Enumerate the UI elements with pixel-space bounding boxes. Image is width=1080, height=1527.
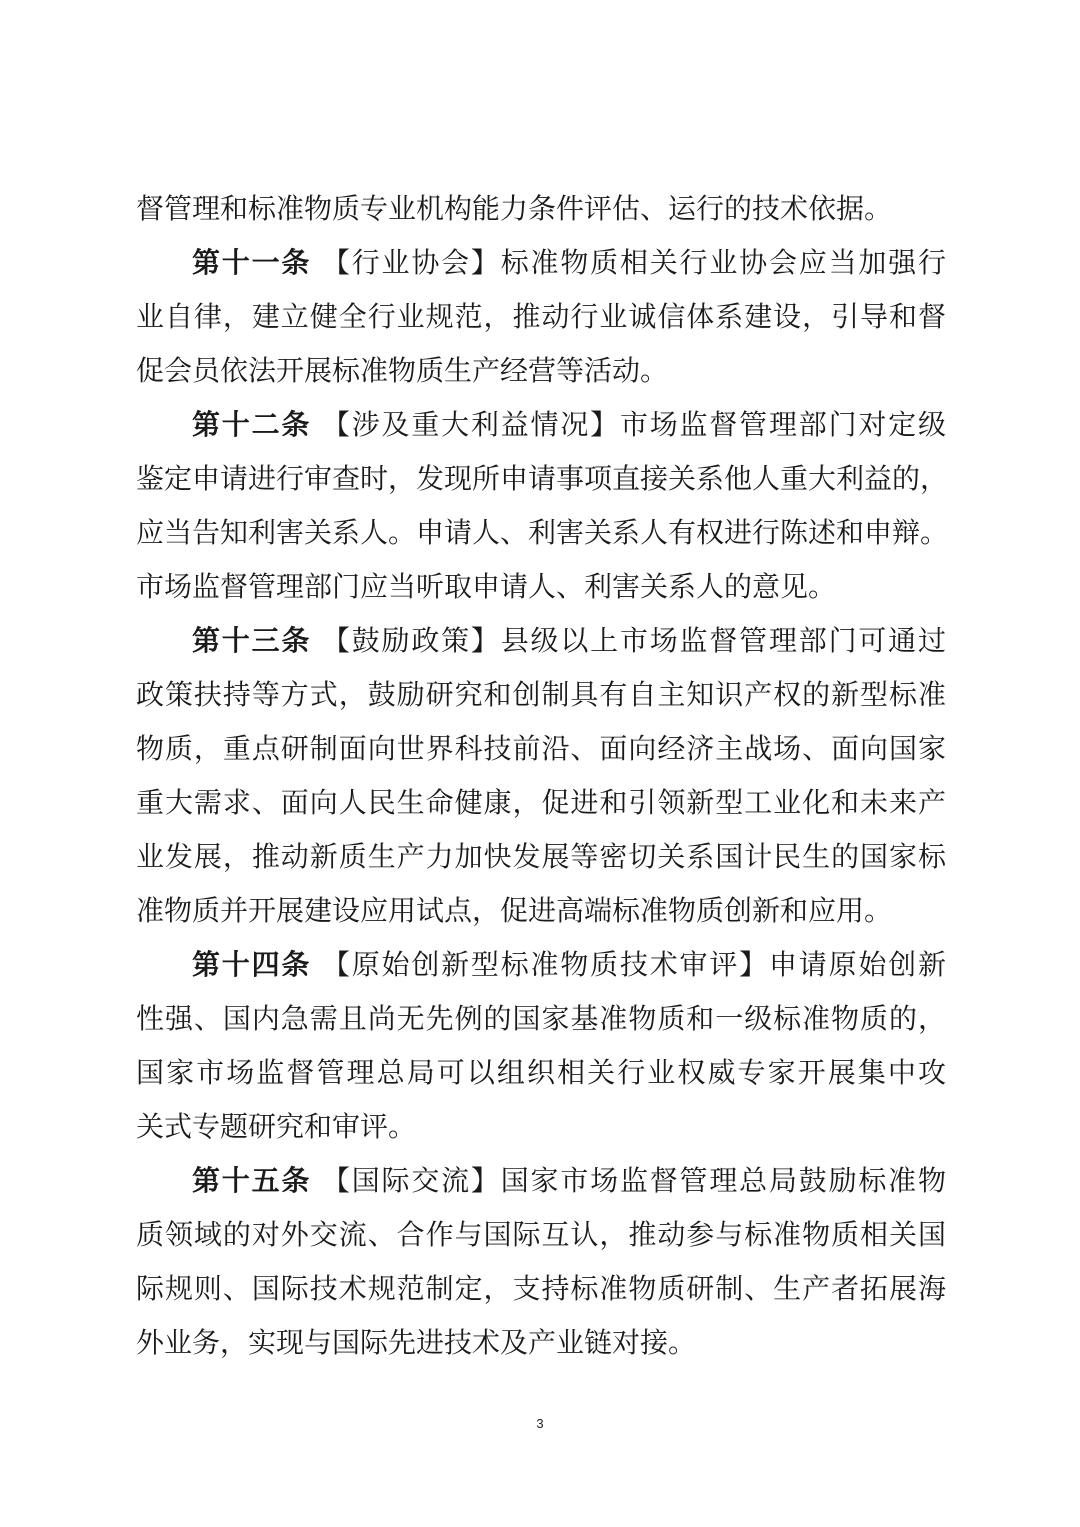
article-11-line: 业自律，建立健全行业规范，推动行业诚信体系建设，引导和督 bbox=[136, 300, 946, 333]
article-15-first-text: 【国际交流】国家市场监督管理总局鼓励标准物 bbox=[321, 1164, 946, 1197]
article-13-number: 第十三条 bbox=[192, 624, 312, 657]
article-14-line: 关式专题研究和审评。 bbox=[136, 1110, 417, 1143]
continuation-line: 督管理和标准物质专业机构能力条件评估、运行的技术依据。 bbox=[136, 192, 893, 225]
document-body bbox=[136, 182, 949, 1370]
article-15-number: 第十五条 bbox=[192, 1164, 312, 1197]
article-15-line: 外业务，实现与国际先进技术及产业链对接。 bbox=[136, 1326, 697, 1359]
article-11-first-text: 【行业协会】标准物质相关行业协会应当加强行 bbox=[321, 246, 946, 279]
article-13-first-line bbox=[136, 614, 946, 668]
article-12-first-line bbox=[136, 398, 946, 452]
article-13-line: 业发展，推动新质生产力加快发展等密切关系国计民生的国家标 bbox=[136, 840, 946, 873]
article-12-number: 第十二条 bbox=[192, 408, 312, 441]
article-12-line: 应当告知利害关系人。申请人、利害关系人有权进行陈述和申辩。 bbox=[136, 516, 949, 549]
article-11-first-line bbox=[136, 236, 946, 290]
article-13-first-text: 【鼓励政策】县级以上市场监督管理部门可通过 bbox=[321, 624, 946, 657]
article-12-line: 市场监督管理部门应当听取申请人、利害关系人的意见。 bbox=[136, 570, 837, 603]
article-14-first-text: 【原始创新型标准物质技术审评】申请原始创新 bbox=[321, 948, 946, 981]
article-14-line: 性强、国内急需且尚无先例的国家基准物质和一级标准物质的， bbox=[136, 1002, 946, 1035]
article-14-number: 第十四条 bbox=[192, 948, 312, 981]
article-11-line: 促会员依法开展标准物质生产经营等活动。 bbox=[136, 354, 669, 387]
article-11-number: 第十一条 bbox=[192, 246, 312, 279]
page-number: 3 bbox=[536, 1416, 544, 1431]
article-15-line: 际规则、国际技术规范制定，支持标准物质研制、生产者拓展海 bbox=[136, 1272, 946, 1305]
article-14-first-line bbox=[136, 938, 946, 992]
article-14-line: 国家市场监督管理总局可以组织相关行业权威专家开展集中攻 bbox=[136, 1056, 946, 1089]
article-15-line: 质领域的对外交流、合作与国际互认，推动参与标准物质相关国 bbox=[136, 1218, 946, 1251]
article-13-line: 重大需求、面向人民生命健康，促进和引领新型工业化和未来产 bbox=[136, 786, 946, 819]
article-12-line: 鉴定申请进行审查时，发现所申请事项直接关系他人重大利益的， bbox=[136, 462, 949, 495]
article-13-line: 准物质并开展建设应用试点，促进高端标准物质创新和应用。 bbox=[136, 894, 893, 927]
article-13-line: 政策扶持等方式，鼓励研究和创制具有自主知识产权的新型标准 bbox=[136, 678, 946, 711]
article-12-first-text: 【涉及重大利益情况】市场监督管理部门对定级 bbox=[321, 408, 946, 441]
article-13-line: 物质，重点研制面向世界科技前沿、面向经济主战场、面向国家 bbox=[136, 732, 946, 765]
article-15-first-line bbox=[136, 1154, 946, 1208]
